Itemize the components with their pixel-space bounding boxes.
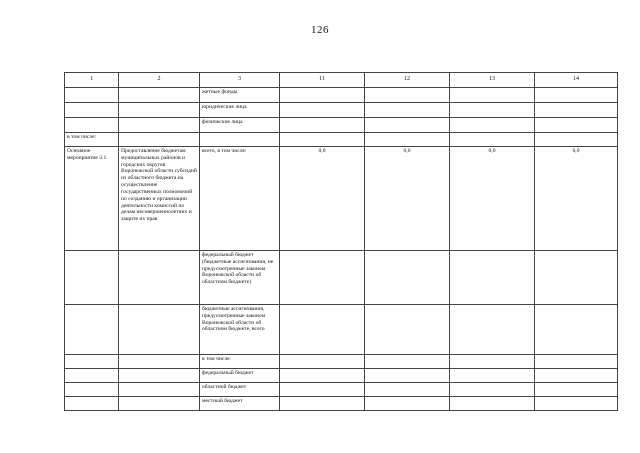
table-row xyxy=(65,147,618,251)
table-cell xyxy=(450,133,535,147)
table-cell xyxy=(280,355,365,369)
table-row xyxy=(65,133,618,147)
table-cell xyxy=(365,369,450,383)
table-row xyxy=(65,397,618,411)
table-cell xyxy=(365,383,450,397)
table-cell xyxy=(280,103,365,118)
table-cell xyxy=(535,397,618,411)
table-cell xyxy=(65,251,119,305)
column-header: 1 xyxy=(65,73,119,88)
table-cell xyxy=(280,369,365,383)
table-cell xyxy=(365,103,450,118)
table-cell: федеральный бюджет xyxy=(200,369,280,383)
table-cell xyxy=(65,383,119,397)
column-header: 11 xyxy=(280,73,365,88)
table-cell: 0,0 xyxy=(365,147,450,251)
table-cell xyxy=(65,305,119,355)
table-cell xyxy=(535,369,618,383)
table-cell xyxy=(65,118,119,133)
column-header: 3 xyxy=(200,73,280,88)
table-cell xyxy=(450,305,535,355)
table-cell: 0,0 xyxy=(280,147,365,251)
table-cell: жетные фонды xyxy=(200,88,280,103)
table-cell xyxy=(450,397,535,411)
page-number: 126 xyxy=(311,24,329,36)
table-cell: физические лица xyxy=(200,118,280,133)
table-cell xyxy=(535,305,618,355)
table-cell: 0,0 xyxy=(535,147,618,251)
table-cell xyxy=(365,251,450,305)
table-cell xyxy=(280,305,365,355)
table-cell xyxy=(365,305,450,355)
table-cell xyxy=(280,88,365,103)
table-cell xyxy=(280,251,365,305)
column-header: 2 xyxy=(119,73,200,88)
table-cell xyxy=(450,88,535,103)
table-cell xyxy=(200,133,280,147)
table-cell xyxy=(65,88,119,103)
table-cell xyxy=(119,355,200,369)
table-cell xyxy=(535,355,618,369)
table-cell xyxy=(365,397,450,411)
table-row xyxy=(65,251,618,305)
table-cell xyxy=(280,383,365,397)
table-cell xyxy=(119,133,200,147)
table-cell: бюджетные ассигнования, предусмотренные законом Воронежской области об областном бюджете, всего xyxy=(200,305,280,355)
table-cell xyxy=(535,118,618,133)
table-cell xyxy=(65,355,119,369)
table-cell xyxy=(450,355,535,369)
table-cell xyxy=(119,397,200,411)
table-row xyxy=(65,88,618,103)
table-cell xyxy=(450,369,535,383)
table-cell xyxy=(65,369,119,383)
table-cell xyxy=(119,305,200,355)
table-cell xyxy=(535,103,618,118)
table-cell: федеральный бюджет (бюджетные ассигнования, не предусмотренные законом Воронежской области об областном бюджете) xyxy=(200,251,280,305)
table-cell xyxy=(535,383,618,397)
table-cell xyxy=(119,369,200,383)
table-cell xyxy=(450,103,535,118)
table-cell xyxy=(119,251,200,305)
table-cell xyxy=(365,118,450,133)
table-cell: Основное мероприятие 3.1 xyxy=(65,147,119,251)
table-cell xyxy=(365,88,450,103)
table-cell xyxy=(119,118,200,133)
table-row xyxy=(65,369,618,383)
table-cell xyxy=(365,355,450,369)
table-cell xyxy=(535,88,618,103)
column-header: 14 xyxy=(535,73,618,88)
table-cell xyxy=(535,133,618,147)
table-header-row xyxy=(65,73,618,88)
table-cell: в том числе: xyxy=(65,133,119,147)
table-cell xyxy=(535,251,618,305)
column-header: 13 xyxy=(450,73,535,88)
table-row xyxy=(65,355,618,369)
table-cell xyxy=(119,103,200,118)
table-cell xyxy=(280,397,365,411)
table-cell: в том числе: xyxy=(200,355,280,369)
table-cell xyxy=(365,133,450,147)
table-row xyxy=(65,103,618,118)
table-cell xyxy=(65,103,119,118)
table-cell xyxy=(280,133,365,147)
table-cell xyxy=(450,118,535,133)
table-cell xyxy=(119,88,200,103)
table-row xyxy=(65,118,618,133)
table-cell xyxy=(450,383,535,397)
table-cell xyxy=(119,383,200,397)
table-cell xyxy=(450,251,535,305)
table-cell: Предоставление бюджетам муниципальных районов и городских округов Воронежской области субсидий из областного бюджета на осуществление государственных полномочий по созданию и организации деятельности комиссий по делам несовершеннолетних и защите их прав xyxy=(119,147,200,251)
table-cell xyxy=(65,397,119,411)
table-row xyxy=(65,305,618,355)
table-cell: областной бюджет xyxy=(200,383,280,397)
table-row xyxy=(65,383,618,397)
table-cell: всего, в том числе: xyxy=(200,147,280,251)
table-cell: 0,0 xyxy=(450,147,535,251)
column-header: 12 xyxy=(365,73,450,88)
table-cell: юридические лица xyxy=(200,103,280,118)
table-cell xyxy=(280,118,365,133)
budget-table xyxy=(64,72,618,411)
table-cell: местный бюджет xyxy=(200,397,280,411)
